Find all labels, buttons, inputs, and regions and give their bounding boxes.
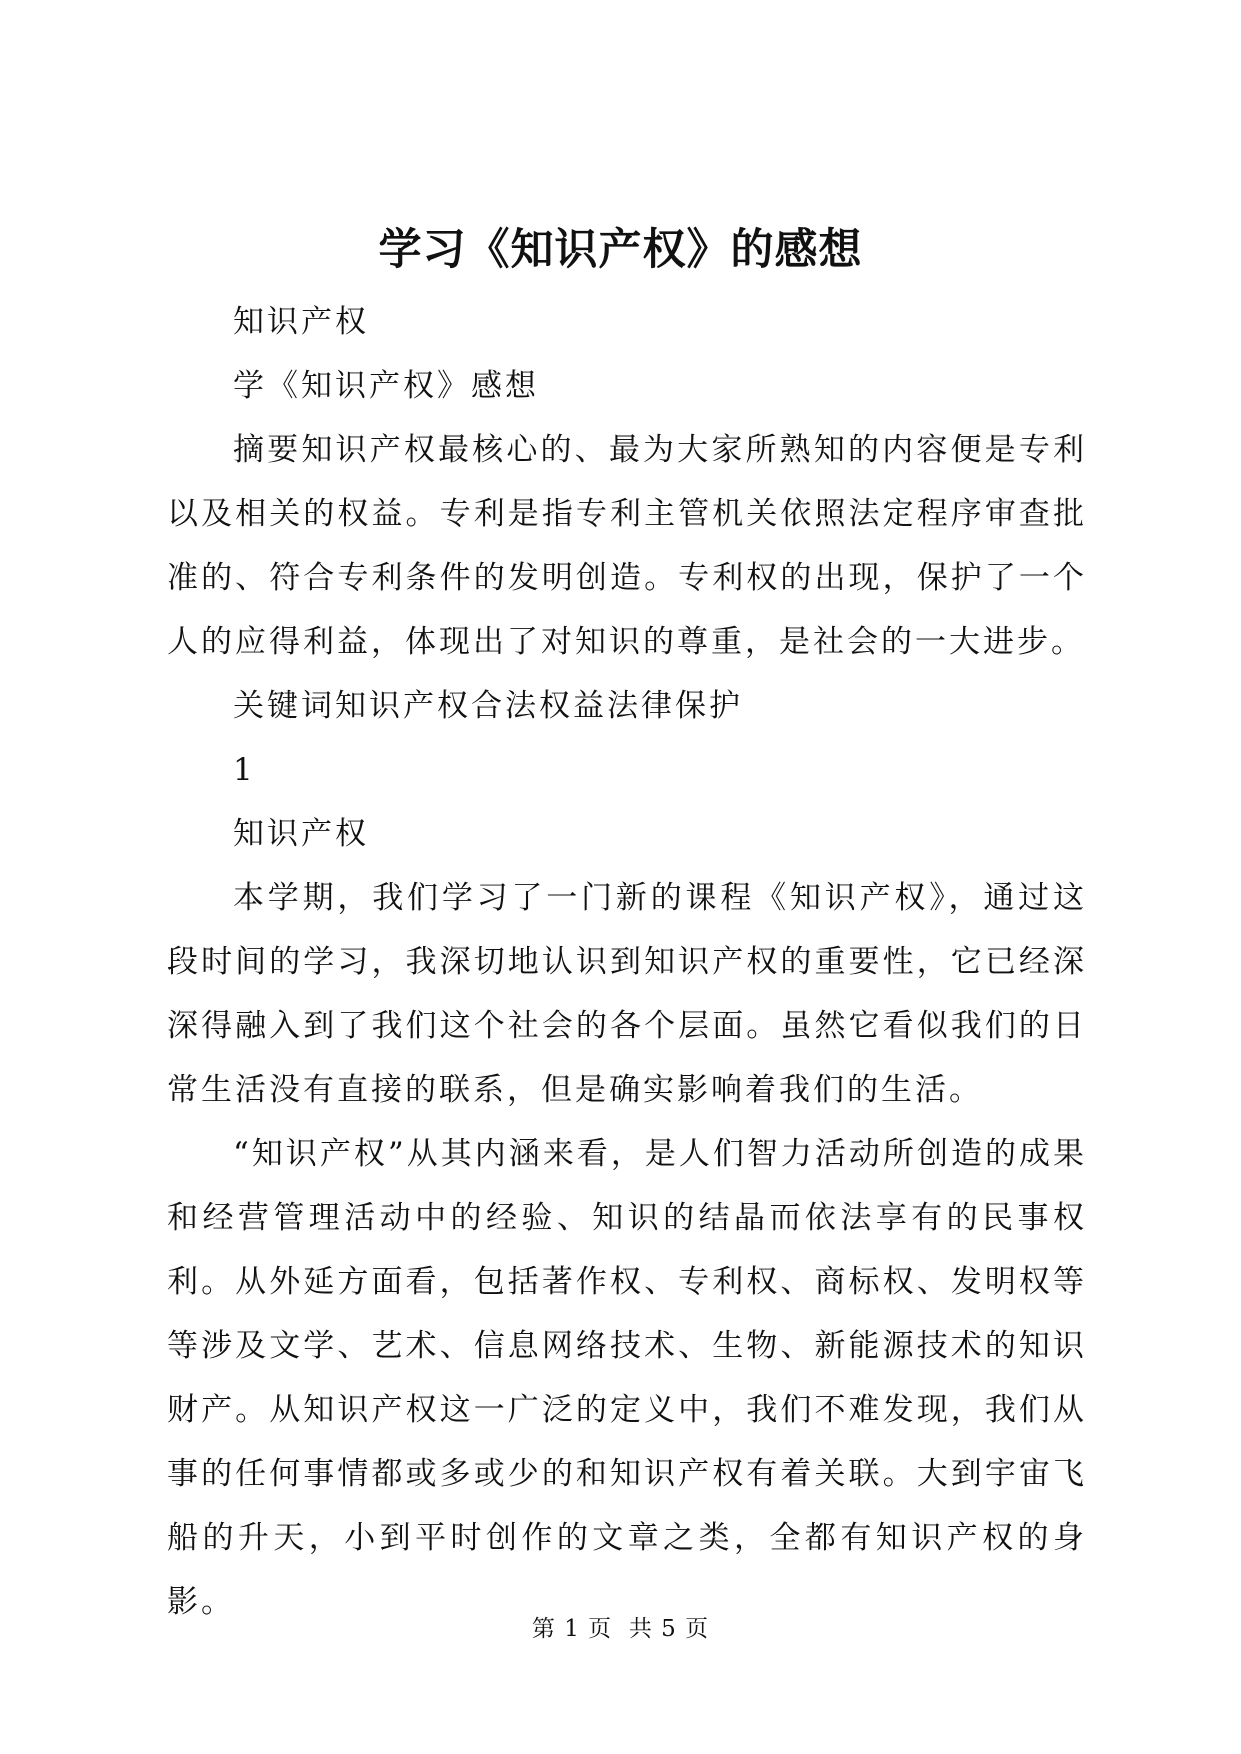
section-heading: 知识产权 xyxy=(233,816,369,852)
paragraph-abstract: 摘要知识产权最核心的、最为大家所熟知的内容便是专利以及相关的权益。专利是指专利主管机关依照法定程序审查批准的、符合专利条件的发明创造。专利权的出现，保护了一个人的应得利益，体现出了对知识的尊重，是社会的一大进步。 xyxy=(167,432,1087,660)
page-total: 共 5 页 xyxy=(628,1616,710,1642)
paragraph-body-1: 本学期，我们学习了一门新的课程《知识产权》，通过这段时间的学习，我深切地认识到知识产权的重要性，它已经深深得融入到了我们这个社会的各个层面。虽然它看似我们的日常生活没有直接的联系，但是确实影响着我们的生活。 xyxy=(167,880,1087,1108)
paragraph-keywords: 关键词知识产权合法权益法律保护 xyxy=(233,688,743,724)
paragraph-subtitle: 学《知识产权》感想 xyxy=(233,368,539,404)
document-body xyxy=(167,290,1087,1634)
page-number: 第 1 页 xyxy=(531,1616,613,1642)
section-number: 1 xyxy=(233,752,256,788)
paragraph-body-2: “知识产权”从其内涵来看，是人们智力活动所创造的成果和经营管理活动中的经验、知识的结晶而依法享有的民事权利。从外延方面看，包括著作权、专利权、商标权、发明权等等涉及文学、艺术、信息网络技术、生物、新能源技术的知识财产。从知识产权这一广泛的定义中，我们不难发现，我们从事的任何事情都或多或少的和知识产权有着关联。大到宇宙飞船的升天，小到平时创作的文章之类，全都有知识产权的身影。 xyxy=(167,1136,1087,1620)
page-footer xyxy=(0,1614,1241,1644)
document-title: 学习《知识产权》的感想 xyxy=(378,225,863,275)
paragraph-heading-ip: 知识产权 xyxy=(233,304,369,340)
